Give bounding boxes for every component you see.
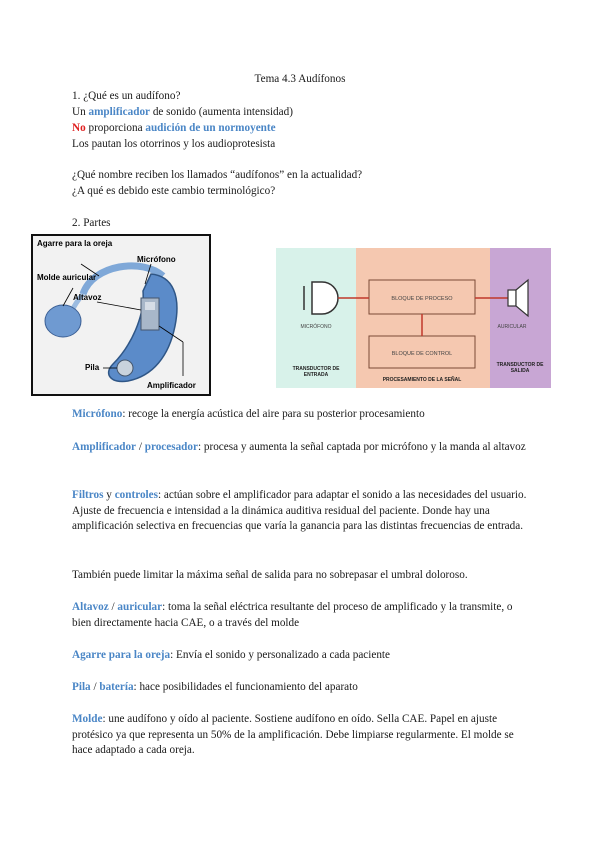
- label-bloque-control: BLOQUE DE CONTROL: [391, 351, 453, 357]
- part-limite: También puede limitar la máxima señal de salida para no sobrepasar el umbral doloroso.: [72, 569, 468, 581]
- term-agarre: Agarre para la oreja: [72, 649, 171, 661]
- text: : toma la señal eléctrica resultante del proceso de amplificado y la transmite, o bien directamente hacia CAE, o a través del molde: [72, 601, 513, 629]
- text: y: [103, 489, 115, 501]
- label-procesamiento: PROCESAMIENTO DE LA SEÑAL: [382, 377, 462, 383]
- question-3: ¿A qué es debido este cambio terminológico?: [72, 185, 276, 197]
- term-microfono: Micrófono: [72, 408, 123, 420]
- part-molde: [72, 712, 532, 759]
- label-microfono-diagram: MICRÓFONO: [300, 324, 332, 330]
- label-molde: Molde auricular: [37, 273, 97, 282]
- section-partes: 2. Partes: [72, 217, 111, 229]
- text: : hace posibilidades el funcionamiento del aparato: [133, 681, 358, 693]
- question-1: 1. ¿Qué es un audífono?: [72, 90, 181, 102]
- page-title: Tema 4.3 Audífonos: [254, 73, 346, 85]
- label-transductor-salida: TRANSDUCTOR DE SALIDA: [496, 362, 544, 374]
- term-controles: controles: [114, 489, 158, 501]
- part-pila: [72, 680, 532, 696]
- term-procesador: procesador: [144, 441, 198, 453]
- term-bateria: batería: [99, 681, 134, 693]
- part-microfono: [72, 407, 532, 423]
- text: : procesa y aumenta la señal captada por micrófono y la manda al altavoz: [197, 441, 526, 453]
- text: : Envía el sonido y personalizado a cada paciente: [170, 649, 391, 661]
- text: Un: [72, 106, 89, 118]
- term-amplificador: amplificador: [88, 106, 151, 118]
- definition-line-1: [72, 105, 293, 119]
- text: /: [108, 601, 118, 613]
- speaker-icon: [508, 290, 516, 306]
- question-2: ¿Qué nombre reciben los llamados “audífonos” en la actualidad?: [72, 169, 363, 181]
- text: : recoge la energía acústica del aire para su posterior procesamiento: [122, 408, 425, 420]
- label-amplificador: Amplificador: [147, 381, 196, 390]
- part-altavoz: [72, 600, 532, 631]
- term-no: No: [72, 122, 86, 134]
- definition-line-2: [72, 121, 276, 135]
- text: de sonido (aumenta intensidad): [150, 106, 293, 118]
- label-pila: Pila: [85, 363, 100, 372]
- part-amplificador: [72, 440, 532, 456]
- text: /: [136, 441, 145, 453]
- microphone-icon: [312, 282, 338, 314]
- label-bloque-proceso: BLOQUE DE PROCESO: [391, 296, 453, 302]
- text: proporciona: [85, 122, 146, 134]
- part-filtros: [72, 488, 532, 535]
- part-agarre: [72, 648, 532, 664]
- label-auricular-diagram: AURICULAR: [497, 324, 527, 330]
- block-diagram-figure: [276, 248, 551, 388]
- term-pila: Pila: [72, 681, 91, 693]
- term-filtros: Filtros: [72, 489, 104, 501]
- term-altavoz: Altavoz: [72, 601, 109, 613]
- label-transductor-entrada: TRANSDUCTOR DE ENTRADA: [292, 366, 340, 378]
- term-molde: Molde: [72, 713, 103, 725]
- text: : une audífono y oído al paciente. Sostiene audífono en oído. Sella CAE. Papel en ajuste protésico ya que representa un 50% de la amplificación. Debe limpiarse regularmente. El molde se hace adaptado a cada oreja.: [72, 713, 514, 757]
- term-amplificador-part: Amplificador: [72, 441, 137, 453]
- term-audicion: audición de un normoyente: [145, 122, 276, 134]
- text: : actúan sobre el amplificador para adaptar el sonido a las necesidades del usuario. Ajuste de frecuencia e intensidad a la dinámica auditiva residual del paciente. Donde hay una amplificación selectiva en frecuencias que varía la ganancia para las distintas frecuencias de entrada.: [72, 489, 527, 533]
- definition-line-3: Los pautan los otorrinos y los audioprotesista: [72, 138, 276, 150]
- hearing-aid-figure: [31, 234, 211, 396]
- text: /: [90, 681, 100, 693]
- label-altavoz: Altavoz: [73, 293, 102, 302]
- term-auricular: auricular: [117, 601, 163, 613]
- hearing-aid-illustration: [33, 236, 209, 394]
- label-agarre: Agarre para la oreja: [37, 239, 113, 248]
- label-microfono: Micrófono: [137, 255, 176, 264]
